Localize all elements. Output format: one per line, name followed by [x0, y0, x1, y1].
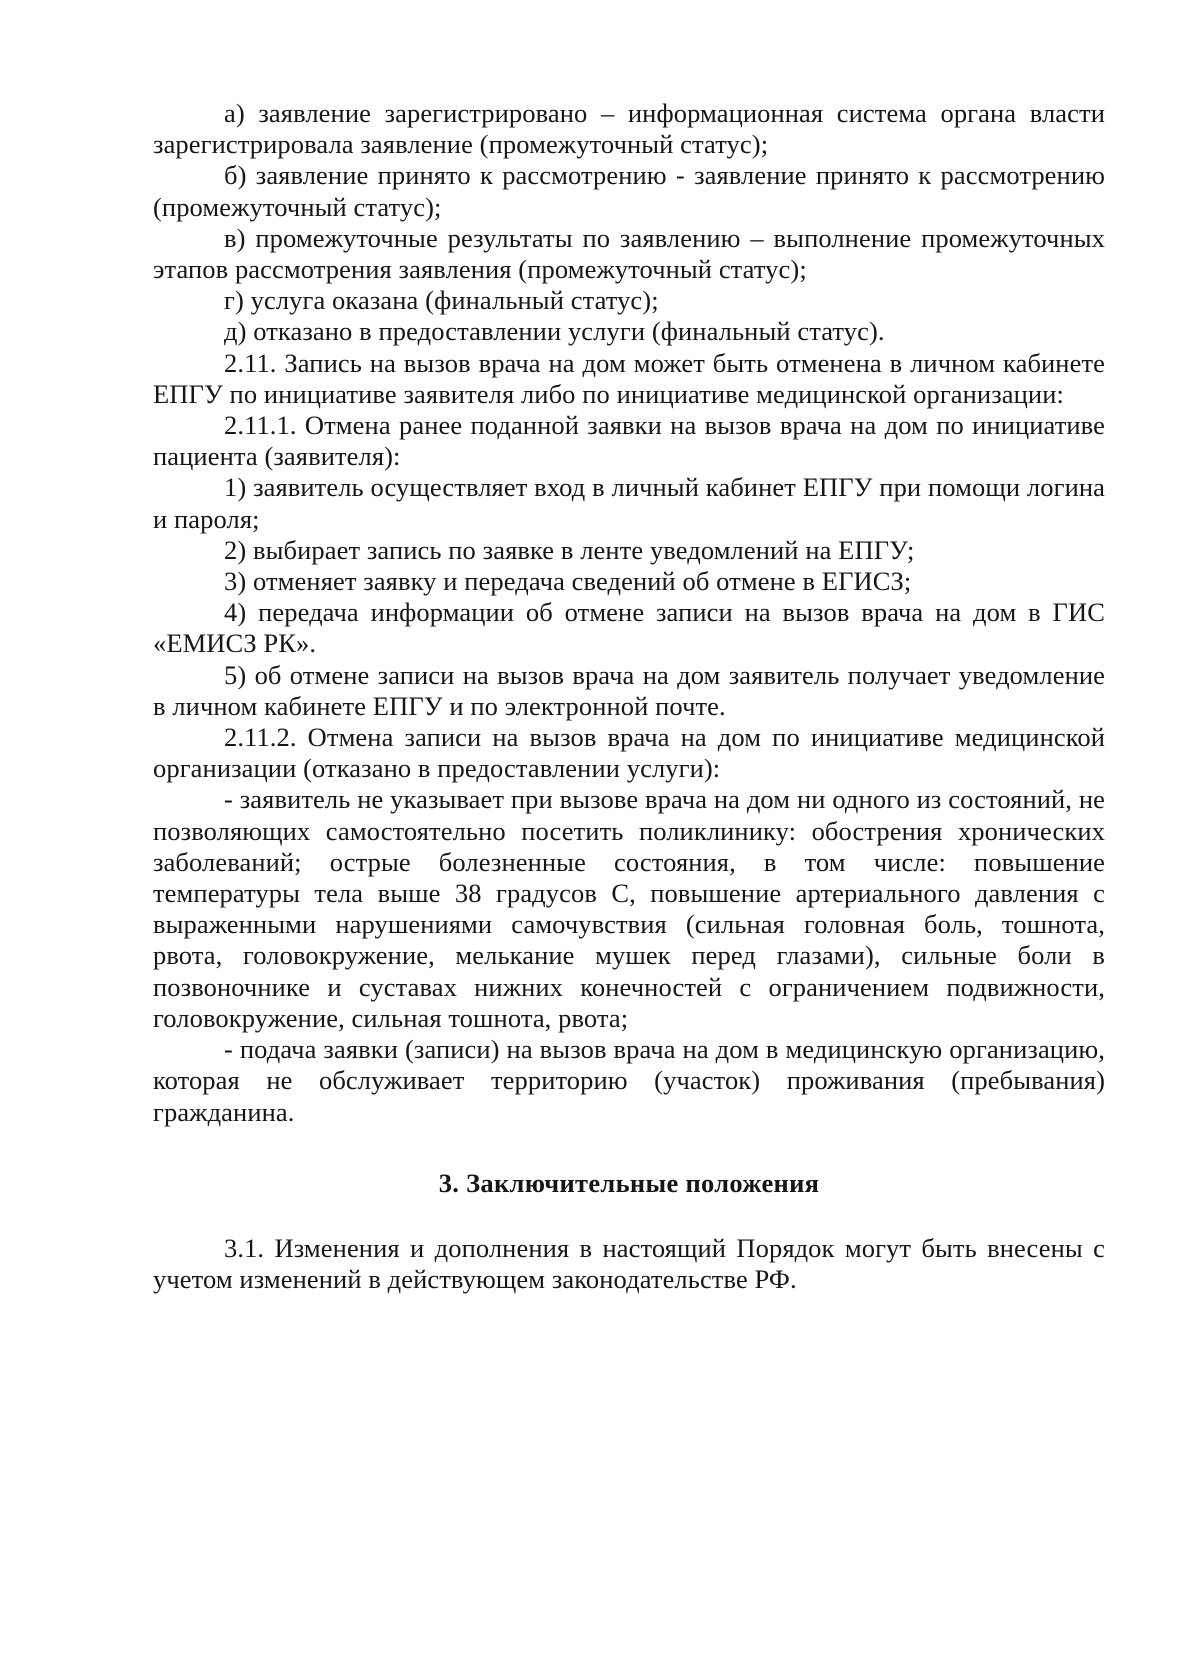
status-item-e: д) отказано в предоставлении услуги (финальный статус). [224, 316, 885, 347]
section-heading: 3. Заключительные положения [438, 1167, 820, 1198]
step-2: 2) выбирает запись по заявке в ленте уведомлений на ЕПГУ; [224, 534, 915, 565]
clause-2-11: 2.11. Запись на вызов врача на дом может быть отменена в личном кабинете ЕПГУ по инициативе заявителя либо по инициативе медицинской организации: [153, 347, 1105, 409]
step-5: 5) об отмене записи на вызов врача на дом заявитель получает уведомление в личном кабинете ЕПГУ и по электронной почте. [153, 659, 1105, 721]
step-1: 1) заявитель осуществляет вход в личный кабинет ЕПГУ при помощи логина и пароля; [153, 472, 1105, 534]
status-item-a: а) заявление зарегистрировано – информационная система органа власти зарегистрировала заявление (промежуточный статус); [153, 98, 1105, 160]
clause-2-11-2: 2.11.2. Отмена записи на вызов врача на дом по инициативе медицинской организации (отказано в предоставлении услуги): [153, 722, 1105, 784]
refusal-reason-2: - подача заявки (записи) на вызов врача на дом в медицинскую организацию, которая не обслуживает территорию (участок) проживания (пребывания) гражданина. [153, 1034, 1105, 1127]
status-item-c: в) промежуточные результаты по заявлению – выполнение промежуточных этапов рассмотрения заявления (промежуточный статус); [153, 222, 1105, 285]
clause-2-11-1: 2.11.1. Отмена ранее поданной заявки на вызов врача на дом по инициативе пациента (заявителя): [153, 410, 1105, 472]
step-3: 3) отменяет заявку и передача сведений об отмене в ЕГИСЗ; [224, 566, 912, 597]
step-4: 4) передача информации об отмене записи на вызов врача на дом в ГИС «ЕМИСЗ РК». [153, 597, 1105, 659]
refusal-reason-1: - заявитель не указывает при вызове врача на дом ни одного из состояний, не позволяющих самостоятельно посетить поликлинику: обострения хронических заболеваний; острые болезненные состояния, в том числе: повышение температуры тела выше 38 градусов С, повышение артериального давления с выраженными нарушениями самочувствия (сильная головная боль, тошнота, рвота, головокружение, мелькание мушек перед глазами), сильные боли в позвоночнике и суставах нижних конечностей с ограничением подвижности, головокружение, сильная тошнота, рвота; [153, 784, 1105, 1033]
clause-3-1: 3.1. Изменения и дополнения в настоящий Порядок могут быть внесены с учетом изменений в действующем законодательстве РФ. [153, 1232, 1105, 1295]
document-page [153, 98, 1105, 1295]
status-item-b: б) заявление принято к рассмотрению - заявление принято к рассмотрению (промежуточный статус); [153, 160, 1105, 222]
status-item-d: г) услуга оказана (финальный статус); [224, 285, 659, 316]
